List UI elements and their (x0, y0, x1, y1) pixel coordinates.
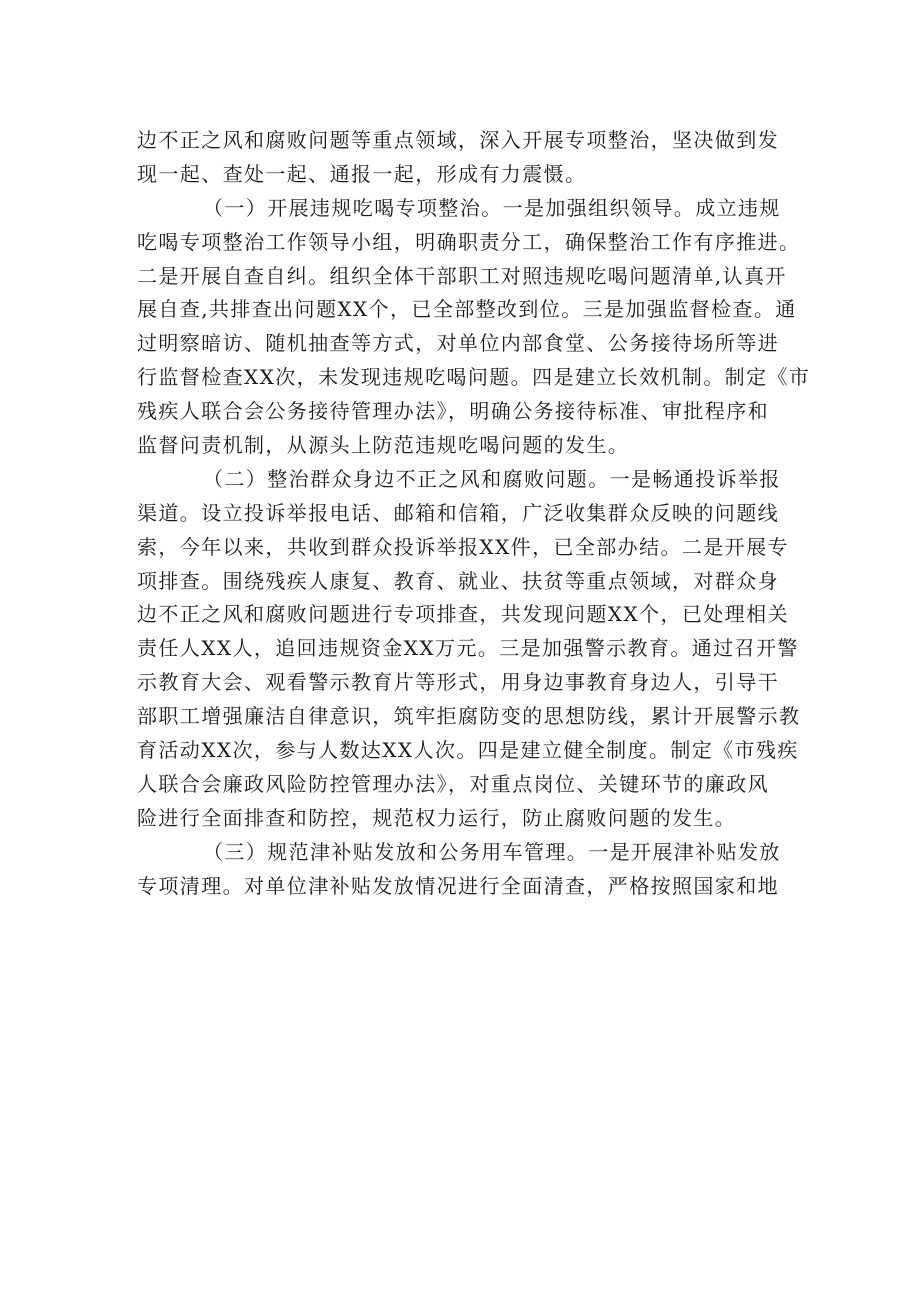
text-line: 育活动XX次，参与人数达XX人次。四是建立健全制度。制定《市残疾 (137, 738, 799, 763)
text-line: 责任人XX人，追回违规资金XX万元。三是加强警示教育。通过召开警 (137, 636, 799, 661)
text-line: 项排查。围绕残疾人康复、教育、就业、扶贫等重点领域，对群众身 (137, 568, 779, 593)
text-line: 二是开展自查自纠。组织全体干部职工对照违规吃喝问题清单,认真开 (137, 263, 787, 288)
section-heading-line: （二）整治群众身边不正之风和腐败问题。一是畅通投诉举报 (203, 466, 781, 491)
text-line: 残疾人联合会公务接待管理办法》，明确公务接待标准、审批程序和 (137, 399, 769, 424)
text-line: 示教育大会、观看警示教育片等形式，用身边事教育身边人，引导干 (137, 670, 779, 695)
text-line: 吃喝专项整治工作领导小组，明确职责分工，确保整治工作有序推进。 (137, 229, 801, 254)
text-line: 渠道。设立投诉举报电话、邮箱和信箱，广泛收集群众反映的问题线 (137, 500, 779, 525)
text-line: 监督问责机制，从源头上防范违规吃喝问题的发生。 (137, 433, 630, 458)
document-body (137, 124, 811, 903)
text-line: 专项清理。对单位津补贴发放情况进行全面清查，严格按照国家和地 (137, 873, 779, 898)
text-line: 过明察暗访、随机抽查等方式，对单位内部食堂、公务接待场所等进 (137, 331, 779, 356)
section-heading-line: （三）规范津补贴发放和公务用车管理。一是开展津补贴发放 (203, 839, 781, 864)
text-line: 人联合会廉政风险防控管理办法》，对重点岗位、关键环节的廉政风 (137, 771, 769, 796)
text-line: 部职工增强廉洁自律意识，筑牢拒腐防变的思想防线，累计开展警示教 (137, 704, 801, 729)
text-line: 边不正之风和腐败问题进行专项排查，共发现问题XX个，已处理相关 (137, 602, 789, 627)
section-heading-line: （一）开展违规吃喝专项整治。一是加强组织领导。成立违规 (203, 195, 781, 220)
text-line: 边不正之风和腐败问题等重点领域，深入开展专项整治，坚决做到发 (137, 128, 779, 152)
text-line: 行监督检查XX次，未发现违规吃喝问题。四是建立长效机制。制定《市 (137, 365, 811, 390)
text-line: 现一起、查处一起、通报一起，形成有力震慑。 (137, 161, 587, 186)
text-line: 展自查,共排查出问题XX个，已全部整改到位。三是加强监督检查。通 (137, 297, 797, 322)
text-line: 索，今年以来，共收到群众投诉举报XX件，已全部办结。二是开展专 (137, 534, 789, 559)
text-line: 险进行全面排查和防控，规范权力运行，防止腐败问题的发生。 (137, 805, 737, 830)
